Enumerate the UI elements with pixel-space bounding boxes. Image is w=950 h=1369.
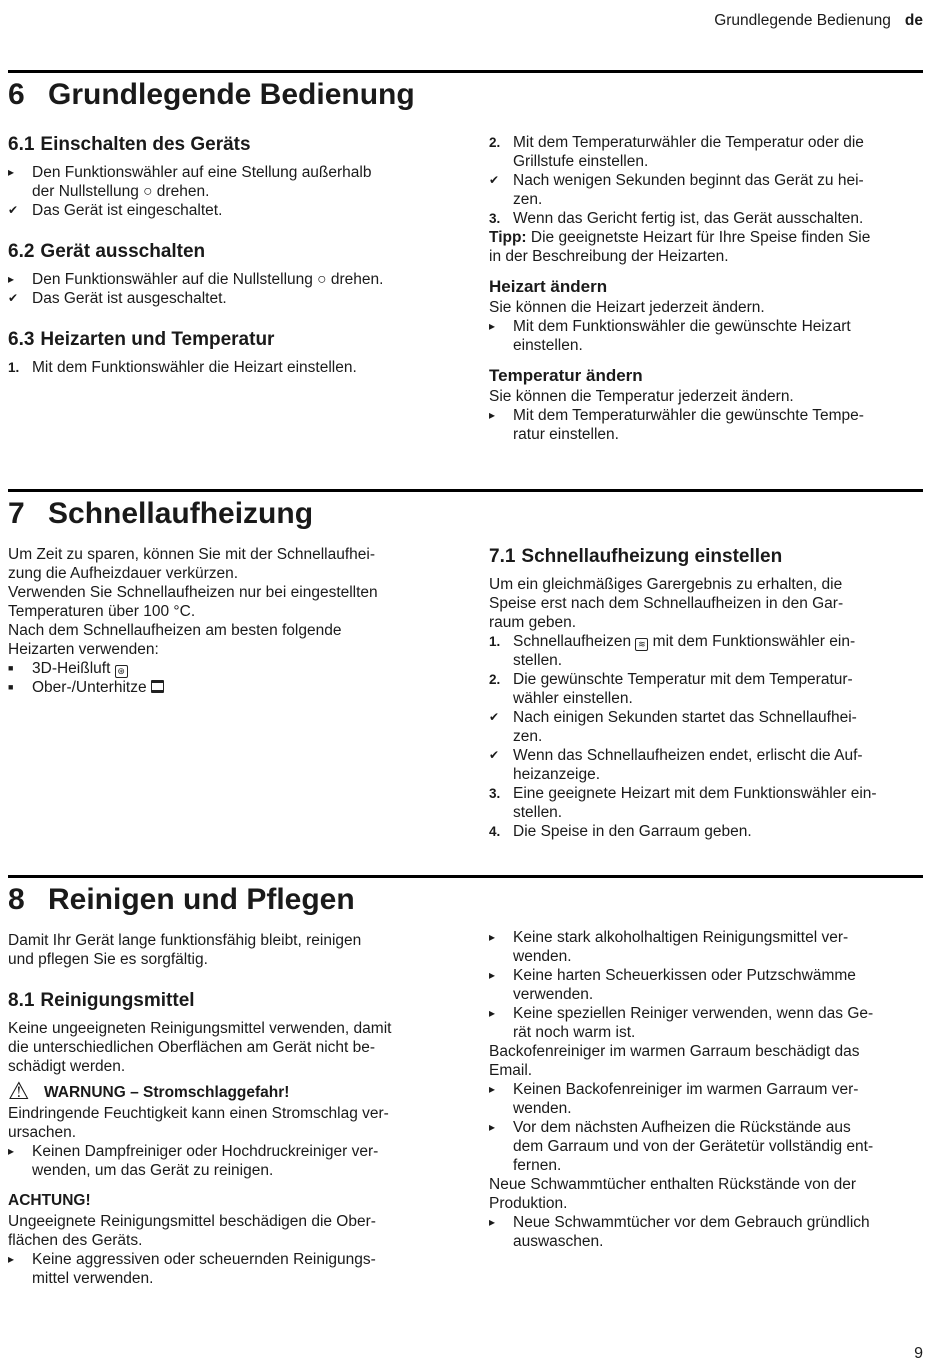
chapter-8-right-column bbox=[489, 928, 929, 1251]
paragraph: Um ein gleichmäßiges Garergebnis zu erhalten, die Speise erst nach dem Schnellaufheizen in den Gar- raum geben. bbox=[489, 576, 844, 631]
step-item: 1. Schnellaufheizen ≋ mit dem Funktionswähler ein- stellen. bbox=[489, 633, 856, 669]
section-6-2-heading: 6.2 Gerät ausschalten bbox=[8, 241, 206, 262]
paragraph: Neue Schwammtücher enthalten Rückstände von der Produktion. bbox=[489, 1176, 857, 1212]
chapter-6-right-column bbox=[489, 133, 929, 444]
chapter-6-rule bbox=[8, 70, 923, 73]
chapter-8-left-column bbox=[8, 931, 443, 1288]
warning-triangle-icon: ⚠ bbox=[8, 1078, 30, 1105]
list-item: ▸ Keinen Backofenreiniger im warmen Garraum ver- wenden. bbox=[489, 1081, 859, 1117]
page-number: 9 bbox=[914, 1345, 923, 1362]
paragraph: Nach dem Schnellaufheizen am besten folgende Heizarten verwenden: bbox=[8, 622, 342, 658]
step-item: 3. Wenn das Gericht fertig ist, das Gerät ausschalten. bbox=[489, 210, 864, 227]
list-item: ▸ Vor dem nächsten Aufheizen die Rückstände aus dem Garraum und von der Gerätetür vollständig ent- fernen. bbox=[489, 1119, 874, 1174]
result-item: ✔ Das Gerät ist ausgeschaltet. bbox=[8, 290, 227, 307]
bullet-item: ■ Ober-/Unterhitze bbox=[8, 678, 443, 697]
list-item: ▸ Keine aggressiven oder scheuernden Reinigungs- mittel verwenden. bbox=[8, 1251, 376, 1287]
chapter-6-heading: 6 Grundlegende Bedienung bbox=[8, 78, 415, 111]
step-item: 3. Eine geeignete Heizart mit dem Funktionswähler ein- stellen. bbox=[489, 785, 877, 821]
running-header bbox=[714, 11, 923, 30]
check-icon: ✔ bbox=[8, 291, 19, 305]
chapter-6-left-column bbox=[8, 133, 443, 377]
paragraph: Ungeeignete Reinigungsmittel beschädigen die Ober- flächen des Geräts. bbox=[8, 1213, 376, 1249]
paragraph: Verwenden Sie Schnellaufheizen nur bei eingestellten Temperaturen über 100 °C. bbox=[8, 584, 378, 620]
list-item: ▸ Keinen Dampfreiniger oder Hochdruckreiniger ver- wenden, um das Gerät zu reinigen. bbox=[8, 1143, 379, 1179]
step-item: 4. Die Speise in den Garraum geben. bbox=[489, 823, 752, 840]
section-6-1-heading: 6.1 Einschalten des Geräts bbox=[8, 134, 251, 155]
list-item: ▸ Keine harten Scheuerkissen oder Putzschwämme verwenden. bbox=[489, 967, 856, 1003]
chapter-7-heading: 7 Schnellaufheizung bbox=[8, 497, 314, 530]
list-item: ▸ Mit dem Funktionswähler die gewünschte Heizart einstellen. bbox=[489, 318, 851, 354]
result-item: ✔ Nach einigen Sekunden startet das Schnellaufhei- zen. bbox=[489, 709, 857, 745]
header-lang: de bbox=[904, 12, 923, 29]
rapid-heat-icon: ≋ bbox=[635, 638, 648, 651]
chapter-7-left-column bbox=[8, 545, 443, 697]
paragraph: Eindringende Feuchtigkeit kann einen Stromschlag ver- ursachen. bbox=[8, 1105, 389, 1141]
warning-heading: ⚠ WARNUNG – Stromschlaggefahr! bbox=[8, 1078, 290, 1105]
check-icon: ✔ bbox=[489, 710, 500, 724]
notice-heading: ACHTUNG! bbox=[8, 1192, 91, 1209]
bullet-item: ■ 3D-Heißluft ⊛ bbox=[8, 659, 443, 678]
heizart-aendern-heading: Heizart ändern bbox=[489, 277, 608, 296]
step-item: 2. Mit dem Temperaturwähler die Temperatur oder die Grillstufe einstellen. bbox=[489, 134, 864, 170]
step-item: 1. Mit dem Funktionswähler die Heizart einstellen. bbox=[8, 359, 357, 376]
section-6-3-heading: 6.3 Heizarten und Temperatur bbox=[8, 329, 275, 350]
paragraph: Sie können die Heizart jederzeit ändern. bbox=[489, 299, 765, 316]
list-item: ▸ Keine speziellen Reiniger verwenden, wenn das Ge- rät noch warm ist. bbox=[489, 1005, 874, 1041]
hot-air-3d-icon: ⊛ bbox=[115, 665, 128, 678]
paragraph: Backofenreiniger im warmen Garraum beschädigt das Email. bbox=[489, 1043, 860, 1079]
list-item: ▸ Neue Schwammtücher vor dem Gebrauch gründlich auswaschen. bbox=[489, 1214, 870, 1250]
paragraph: Damit Ihr Gerät lange funktionsfähig bleibt, reinigen und pflegen Sie es sorgfältig. bbox=[8, 932, 362, 968]
paragraph: Um Zeit zu sparen, können Sie mit der Schnellaufhei- zung die Aufheizdauer verkürzen. bbox=[8, 546, 376, 582]
chapter-8-heading: 8 Reinigen und Pflegen bbox=[8, 883, 355, 916]
list-item: ▸ Den Funktionswähler auf die Nullstellung ○ drehen. bbox=[8, 271, 384, 288]
list-item: ▸ Den Funktionswähler auf eine Stellung außerhalb der Nullstellung ○ drehen. bbox=[8, 164, 372, 200]
top-bottom-heat-icon bbox=[151, 680, 164, 693]
result-item: ✔ Wenn das Schnellaufheizen endet, erlischt die Auf- heizanzeige. bbox=[489, 747, 863, 783]
paragraph: Sie können die Temperatur jederzeit ändern. bbox=[489, 388, 794, 405]
check-icon: ✔ bbox=[8, 203, 19, 217]
tip-paragraph: Tipp: Die geeignetste Heizart für Ihre Speise finden Sie in der Beschreibung der Heizarten. bbox=[489, 229, 871, 265]
check-icon: ✔ bbox=[489, 173, 500, 187]
paragraph: Keine ungeeigneten Reinigungsmittel verwenden, damit die unterschiedlichen Oberflächen am Gerät nicht be- schädigt werden. bbox=[8, 1020, 392, 1075]
step-item: 2. Die gewünschte Temperatur mit dem Temperatur- wähler einstellen. bbox=[489, 671, 853, 707]
section-8-1-heading: 8.1 Reinigungsmittel bbox=[8, 990, 195, 1011]
result-item: ✔ Das Gerät ist eingeschaltet. bbox=[8, 202, 223, 219]
temperatur-aendern-heading: Temperatur ändern bbox=[489, 366, 643, 385]
check-icon: ✔ bbox=[489, 748, 500, 762]
list-item: ▸ Mit dem Temperaturwähler die gewünschte Tempe- ratur einstellen. bbox=[489, 407, 864, 443]
header-title: Grundlegende Bedienung bbox=[714, 12, 891, 29]
result-item: ✔ Nach wenigen Sekunden beginnt das Gerät zu hei- zen. bbox=[489, 172, 864, 208]
list-item: ▸ Keine stark alkoholhaltigen Reinigungsmittel ver- wenden. bbox=[489, 929, 849, 965]
chapter-8-rule bbox=[8, 875, 923, 878]
chapter-7-right-column bbox=[489, 545, 929, 841]
chapter-7-rule bbox=[8, 489, 923, 492]
section-7-1-heading: 7.1 Schnellaufheizung einstellen bbox=[489, 546, 783, 567]
